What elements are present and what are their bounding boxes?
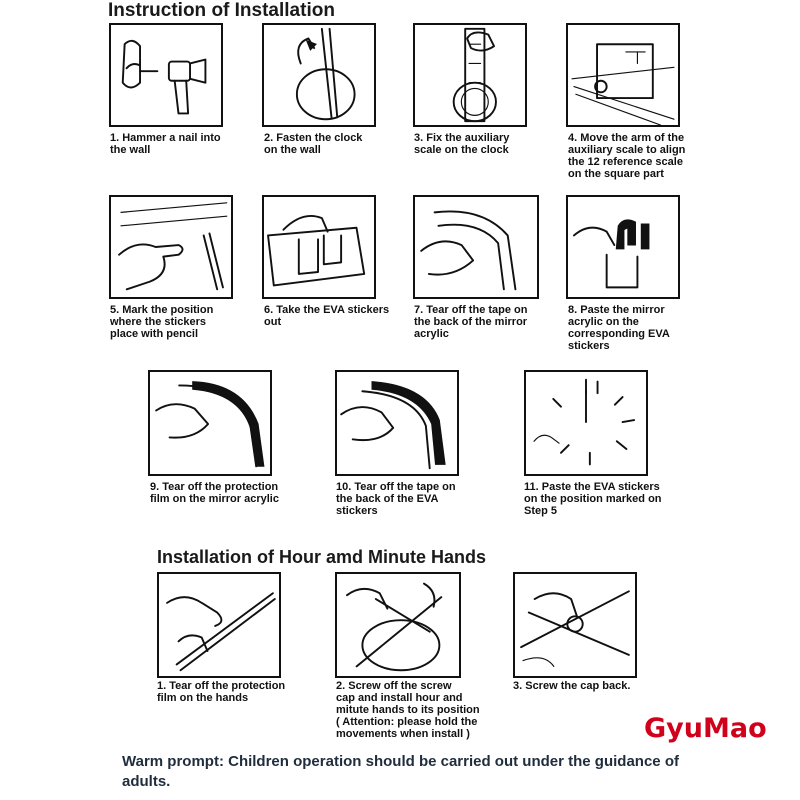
hand-step-2-caption: 2. Screw off the screw cap and install hour and mitute hands to its position ( Attention: please hold the movements when install ) xyxy=(336,680,480,740)
eva-sticker-icon xyxy=(264,197,374,297)
auxiliary-scale-icon xyxy=(415,25,525,125)
step-10-illustration xyxy=(335,370,459,476)
hand-step-1-caption: 1. Tear off the protection film on the hands xyxy=(157,680,286,704)
step-11-caption: 11. Paste the EVA stickers on the position marked on Step 5 xyxy=(524,481,662,517)
clock-fasten-icon xyxy=(264,25,374,125)
hands-section-title: Installation of Hour amd Minute Hands xyxy=(157,547,487,567)
tear-tape-icon xyxy=(415,197,537,297)
pencil-mark-icon xyxy=(111,197,231,297)
hand-step-3-caption: 3. Screw the cap back. xyxy=(513,680,631,692)
step-8-illustration xyxy=(566,195,680,299)
step-5-illustration xyxy=(109,195,233,299)
paste-mirror-icon xyxy=(568,197,678,297)
step-1-illustration xyxy=(109,23,223,127)
brand-watermark: GyuMao xyxy=(640,713,771,744)
step-7-illustration xyxy=(413,195,539,299)
screw-cap-icon xyxy=(515,574,635,676)
step-1-caption: 1. Hammer a nail into the wall xyxy=(110,132,221,156)
protection-film-icon xyxy=(150,372,270,474)
hand-step-1-illustration xyxy=(157,572,281,678)
hammer-nail-icon xyxy=(111,25,221,125)
step-5-caption: 5. Mark the position where the stickers place with pencil xyxy=(110,304,214,340)
step-2-caption: 2. Fasten the clock on the wall xyxy=(264,132,363,156)
step-8-caption: 8. Paste the mirror acrylic on the corresponding EVA stickers xyxy=(568,304,670,352)
tear-eva-tape-icon xyxy=(337,372,457,474)
finished-clock-icon xyxy=(526,372,646,474)
align-scale-icon xyxy=(568,25,678,125)
step-4-caption: 4. Move the arm of the auxiliary scale to align the 12 reference scale on the square part xyxy=(568,132,686,180)
step-10-caption: 10. Tear off the tape on the back of the EVA stickers xyxy=(336,481,456,517)
step-3-caption: 3. Fix the auxiliary scale on the clock xyxy=(414,132,510,156)
step-9-caption: 9. Tear off the protection film on the mirror acrylic xyxy=(150,481,279,505)
hand-step-3-illustration xyxy=(513,572,637,678)
warm-prompt: Warm prompt: Children operation should be carried out under the guidance of adults. xyxy=(122,753,679,790)
step-11-illustration xyxy=(524,370,648,476)
page-title: Instruction of Installation xyxy=(108,0,335,21)
hand-step-2-illustration xyxy=(335,572,461,678)
step-4-illustration xyxy=(566,23,680,127)
step-6-illustration xyxy=(262,195,376,299)
step-9-illustration xyxy=(148,370,272,476)
hand-film-icon xyxy=(159,574,279,676)
install-hands-icon xyxy=(337,574,459,676)
step-7-caption: 7. Tear off the tape on the back of the mirror acrylic xyxy=(414,304,528,340)
step-3-illustration xyxy=(413,23,527,127)
step-2-illustration xyxy=(262,23,376,127)
step-6-caption: 6. Take the EVA stickers out xyxy=(264,304,390,328)
